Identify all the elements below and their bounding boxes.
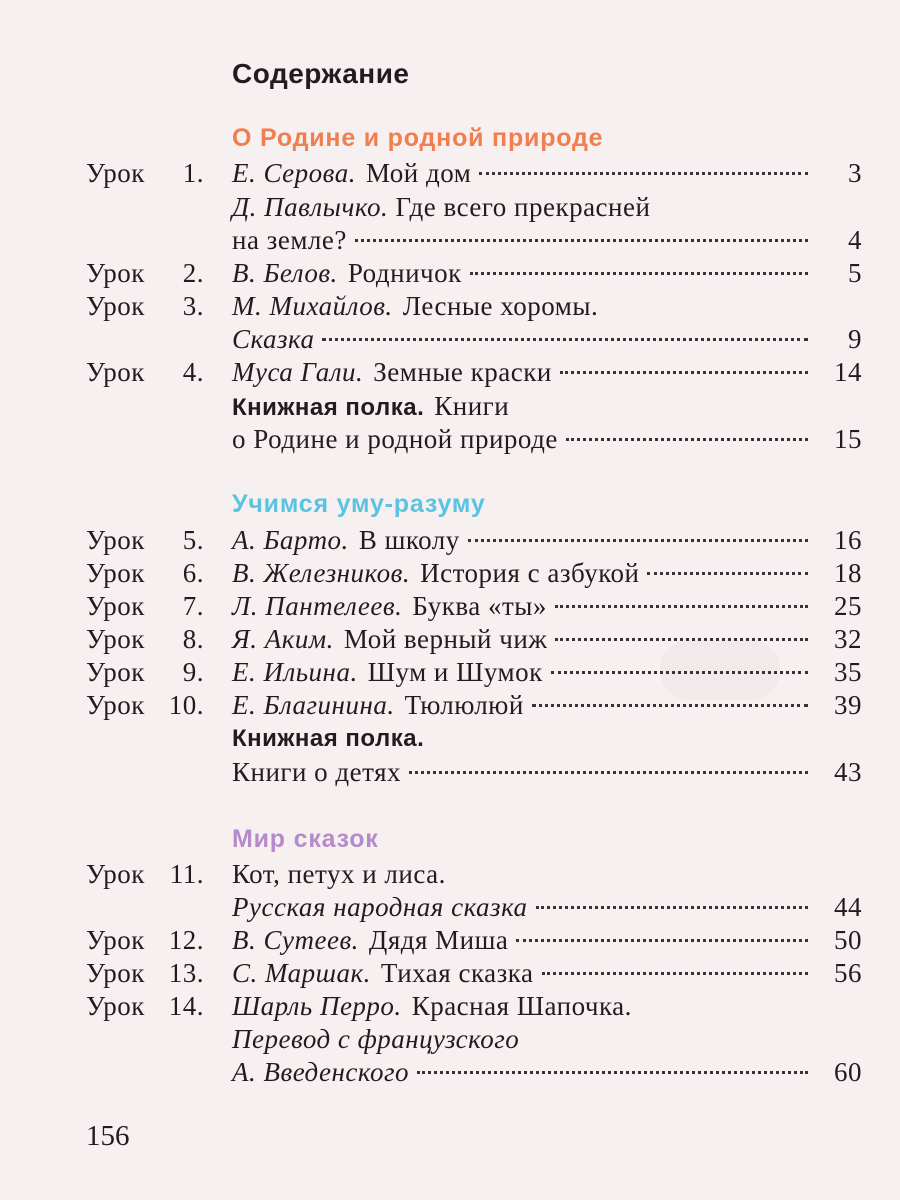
entry-title: Лесные хоромы. [402,291,599,321]
toc-entry [0,688,900,722]
lesson-number: 5. [182,525,204,555]
entry-title: Книги [434,391,510,421]
entry-page: 14 [834,357,862,387]
lesson-number: 10. [168,690,204,720]
lesson-label: Урок [86,925,145,955]
entry-author: В. Сутеев. [232,925,359,955]
entry-page: 44 [834,892,862,922]
entry-author: Л. Пантелеев. [232,591,403,621]
toc-entry-continuation [0,755,900,789]
dot-leader [468,539,808,542]
page-title: Содержание [232,58,410,89]
toc-entry [0,523,900,557]
lesson-label: Урок [86,558,145,588]
entry-title: Мой дом [365,158,472,188]
lesson-label: Урок [86,158,145,188]
lesson-number: 4. [182,357,204,387]
entry-page: 43 [834,757,862,787]
lesson-number: 7. [182,591,204,621]
lesson-label: Урок [86,859,145,889]
toc-entry [0,589,900,623]
entry-title-cont: о Родине и родной природе [232,424,558,454]
entry-page: 32 [834,624,862,654]
lesson-number: 11. [169,859,204,889]
toc-entry [0,190,900,224]
toc-entry-continuation [0,322,900,356]
toc-entry-continuation [0,1055,900,1089]
lesson-number: 9. [182,657,204,687]
bookshelf-heading: Книжная полка. [232,394,425,421]
entry-author: Муса Гали. [232,357,364,387]
lesson-number: 12. [168,925,204,955]
toc-entry [0,389,900,423]
lesson-label: Урок [86,690,145,720]
page-number: 156 [86,1120,130,1152]
entry-title: Тюлюлюй [404,690,524,720]
lesson-label: Урок [86,624,145,654]
entry-title-cont: А. Введенского [232,1057,410,1087]
entry-title: В школу [358,525,460,555]
entry-title: Тихая сказка [380,958,534,988]
section-title-uchimsya: Учимся уму-разуму [232,490,486,518]
lesson-label: Урок [86,525,145,555]
toc-entry-continuation [0,1022,900,1056]
toc-entry [0,256,900,290]
toc-entry [0,956,900,990]
lesson-number: 1. [182,158,204,188]
dot-leader [516,939,808,942]
dot-leader [417,1071,808,1074]
entry-author: Е. Ильина. [232,657,358,687]
toc-entry [0,355,900,389]
lesson-number: 6. [182,558,204,588]
entry-page: 60 [834,1057,862,1087]
dot-leader [479,172,808,175]
dot-leader [551,671,808,674]
entry-author: Е. Серова. [232,158,356,188]
lesson-label: Урок [86,591,145,621]
entry-title: История с азбукой [420,558,640,588]
entry-page: 25 [834,591,862,621]
toc-entry [0,989,900,1023]
entry-title-cont: на земле? [232,225,347,255]
dot-leader [409,771,808,774]
entry-author: А. Барто. [232,525,349,555]
entry-page: 35 [834,657,862,687]
dot-leader [470,272,808,275]
entry-title: Буква «ты» [412,591,547,621]
dot-leader [560,371,808,374]
toc-entry-continuation [0,223,900,257]
dot-leader [355,239,808,242]
entry-page: 16 [834,525,862,555]
entry-author: В. Железников. [232,558,411,588]
entry-title: Кот, петух и лиса. [232,859,446,889]
lesson-label: Урок [86,357,145,387]
entry-author: М. Михайлов. [232,291,393,321]
dot-leader [566,438,808,441]
lesson-label: Урок [86,291,145,321]
entry-page: 9 [848,324,862,354]
toc-entry-continuation [0,422,900,456]
toc-entry [0,655,900,689]
toc-entry [0,289,900,323]
entry-author: В. Белов. [232,258,338,288]
dot-leader [536,906,808,909]
bookshelf-heading: Книжная полка. [232,725,425,752]
toc-entry [0,156,900,190]
entry-title-cont: Русская народная сказка [232,892,528,922]
dot-leader [555,605,808,608]
toc-entry [0,556,900,590]
toc-entry [0,923,900,957]
entry-author: Шарль Перро. [232,991,402,1021]
entry-page: 39 [834,690,862,720]
entry-author: С. Маршак. [232,958,371,988]
entry-title: Родничок [347,258,462,288]
entry-title: Красная Шапочка. [411,991,632,1021]
entry-title: Мой верный чиж [343,624,548,654]
section-title-mir-skazok: Мир сказок [232,825,379,853]
lesson-label: Урок [86,991,145,1021]
lesson-number: 13. [168,958,204,988]
dot-leader [532,704,808,707]
entry-title-cont: Сказка [232,324,315,354]
entry-page: 50 [834,925,862,955]
lesson-label: Урок [86,657,145,687]
toc-entry [0,857,900,891]
entry-title: Д. Павлычко. Где всего прекрасней [232,192,651,222]
dot-leader [542,972,809,975]
section-title-rodina: О Родине и родной природе [232,124,604,152]
toc-entry [0,622,900,656]
entry-title: Земные краски [373,357,552,387]
lesson-label: Урок [86,258,145,288]
entry-page: 3 [848,158,862,188]
lesson-number: 3. [182,291,204,321]
entry-title: Шум и Шумок [367,657,543,687]
entry-title-cont: Перевод с французского [232,1024,520,1054]
dot-leader [555,638,808,641]
entry-title-cont: Книги о детях [232,757,402,787]
entry-page: 4 [848,225,862,255]
entry-page: 56 [834,958,862,988]
entry-page: 18 [834,558,862,588]
lesson-number: 14. [168,991,204,1021]
lesson-label: Урок [86,958,145,988]
dot-leader [322,338,808,341]
toc-entry-continuation [0,890,900,924]
entry-page: 5 [848,258,862,288]
lesson-number: 2. [182,258,204,288]
lesson-number: 8. [182,624,204,654]
entry-author: Я. Аким. [232,624,334,654]
entry-page: 15 [834,424,862,454]
entry-title: Дядя Миша [368,925,509,955]
toc-entry [0,722,900,756]
entry-author: Е. Благинина. [232,690,395,720]
dot-leader [647,572,808,575]
